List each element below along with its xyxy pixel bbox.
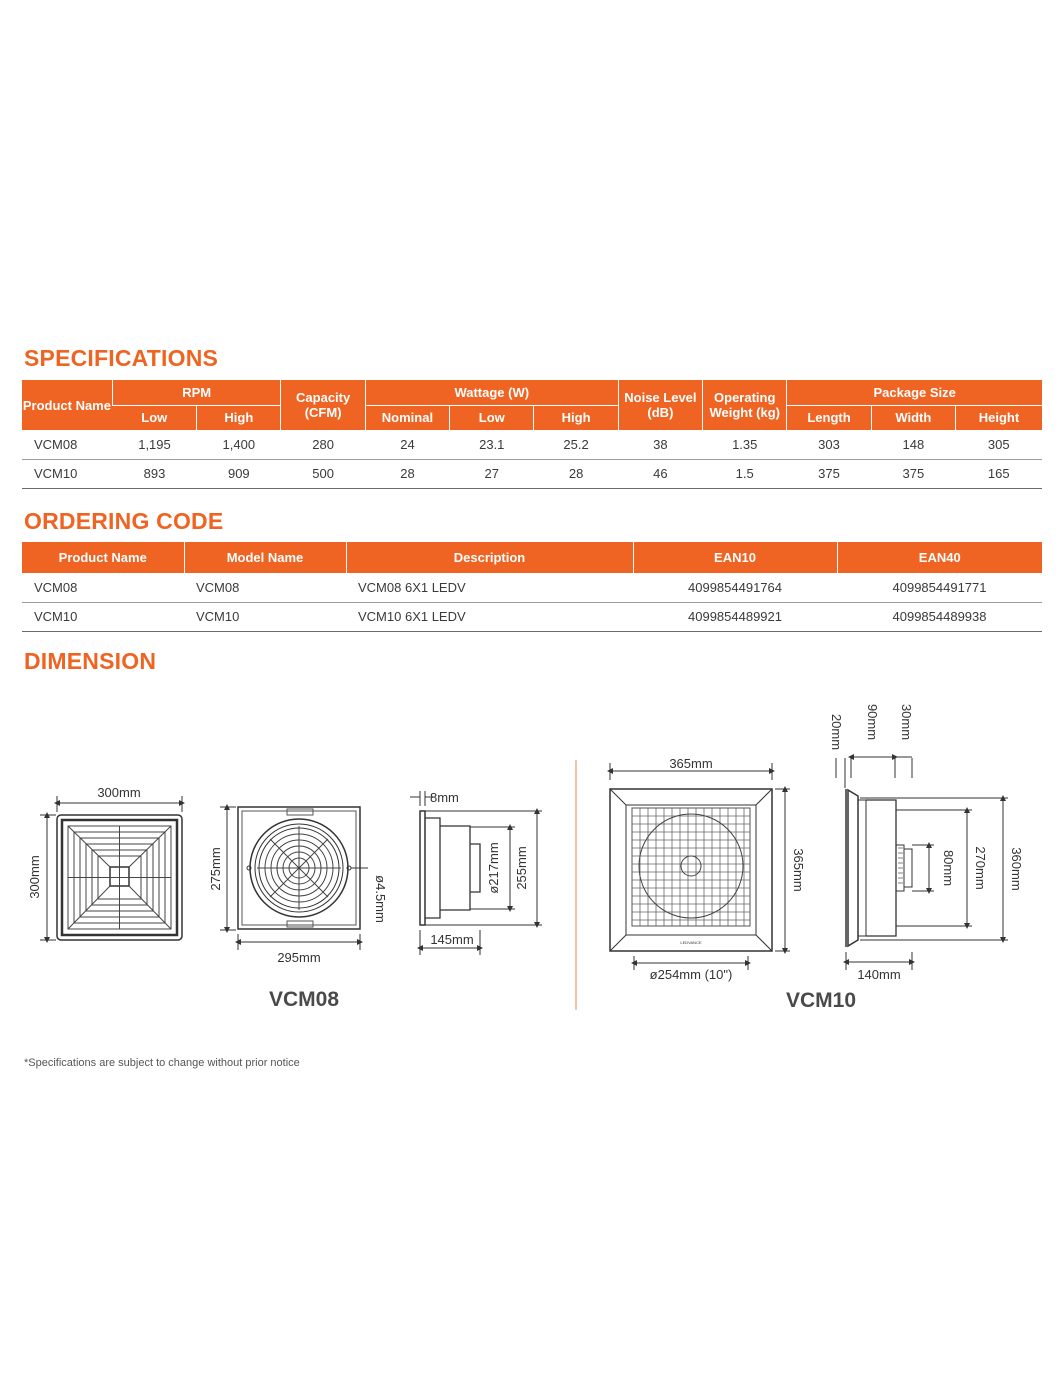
vcm08-side-diameter: ø217mm <box>486 842 501 894</box>
cell-ean10: 4099854491764 <box>633 573 837 602</box>
header-rpm-low: Low <box>112 405 196 430</box>
header-rpm-high: High <box>197 405 281 430</box>
header-pkg-width: Width <box>871 405 955 430</box>
vcm10-front-height: 365mm <box>791 848 806 892</box>
vcm08-back-width: 295mm <box>277 950 321 965</box>
cell-width: 148 <box>871 430 955 459</box>
cell-description: VCM08 6X1 LEDV <box>346 573 633 602</box>
header-product-name: Product Name <box>22 380 112 430</box>
header-watt-high: High <box>534 405 618 430</box>
header-watt-nominal: Nominal <box>365 405 449 430</box>
vcm08-front-width: 300mm <box>97 785 141 800</box>
cell-ean10: 4099854489921 <box>633 602 837 631</box>
header-wattage: Wattage (W) <box>365 380 618 405</box>
cell-watt-nominal: 28 <box>365 459 449 488</box>
dimension-title: DIMENSION <box>24 648 157 674</box>
header-product-name: Product Name <box>22 542 184 573</box>
cell-width: 375 <box>871 459 955 488</box>
cell-noise: 38 <box>618 430 702 459</box>
vcm08-side-depth: 145mm <box>430 932 474 947</box>
cell-watt-low: 23.1 <box>450 430 534 459</box>
vcm10-label: VCM10 <box>785 989 857 1012</box>
vcm08-label: VCM08 <box>268 988 340 1011</box>
cell-noise: 46 <box>618 459 702 488</box>
vcm08-hole: ø4.5mm <box>373 875 388 923</box>
cell-ean40: 4099854489938 <box>837 602 1042 631</box>
vcm10-side-view <box>829 704 1024 982</box>
cell-length: 303 <box>787 430 871 459</box>
vcm10-side-top-30: 30mm <box>899 703 914 741</box>
vcm10-side-top-20: 20mm <box>829 713 844 751</box>
vcm10-side-270: 270mm <box>973 846 988 890</box>
vcm10-side-depth: 140mm <box>857 967 901 982</box>
cell-capacity: 500 <box>281 459 365 488</box>
cell-capacity: 280 <box>281 430 365 459</box>
header-weight: Operating Weight (kg) <box>703 380 787 430</box>
cell-product: VCM08 <box>22 430 112 459</box>
header-package-size: Package Size <box>787 380 1042 405</box>
cell-product: VCM10 <box>22 602 184 631</box>
vcm10-side-360: 360mm <box>1009 847 1024 891</box>
header-model-name: Model Name <box>184 542 346 573</box>
cell-weight: 1.5 <box>703 459 787 488</box>
vcm10-front-width: 365mm <box>669 756 713 771</box>
cell-rpm-high: 909 <box>197 459 281 488</box>
vcm10-front-view <box>610 756 806 982</box>
cell-description: VCM10 6X1 LEDV <box>346 602 633 631</box>
header-pkg-height: Height <box>956 405 1043 430</box>
cell-product: VCM08 <box>22 573 184 602</box>
cell-rpm-low: 893 <box>112 459 196 488</box>
ordering-code-title: ORDERING CODE <box>24 508 224 534</box>
vcm10-side-80: 80mm <box>941 849 956 887</box>
cell-watt-low: 27 <box>450 459 534 488</box>
vcm10-side-top-90: 90mm <box>865 703 880 741</box>
cell-watt-nominal: 24 <box>365 430 449 459</box>
vcm08-side-flange: 8mm <box>430 790 459 805</box>
cell-watt-high: 25.2 <box>534 430 618 459</box>
header-capacity: Capacity (CFM) <box>281 380 365 430</box>
cell-height: 305 <box>956 430 1043 459</box>
header-ean40: EAN40 <box>837 542 1042 573</box>
cell-rpm-high: 1,400 <box>197 430 281 459</box>
cell-product: VCM10 <box>22 459 112 488</box>
cell-model: VCM08 <box>184 573 346 602</box>
header-ean10: EAN10 <box>633 542 837 573</box>
cell-rpm-low: 1,195 <box>112 430 196 459</box>
vcm08-side-view <box>410 790 542 955</box>
cell-model: VCM10 <box>184 602 346 631</box>
vcm10-brand-mark: LEDVANCE <box>680 940 702 945</box>
vcm08-side-height: 255mm <box>514 846 529 890</box>
header-watt-low: Low <box>450 405 534 430</box>
cell-length: 375 <box>787 459 871 488</box>
cell-watt-high: 28 <box>534 459 618 488</box>
cell-weight: 1.35 <box>703 430 787 459</box>
footnote: *Specifications are subject to change without prior notice <box>24 1057 300 1069</box>
header-rpm: RPM <box>112 380 281 405</box>
vcm10-front-diameter: ø254mm (10") <box>649 967 733 982</box>
header-pkg-length: Length <box>787 405 871 430</box>
cell-ean40: 4099854491771 <box>837 573 1042 602</box>
vcm08-back-view <box>208 807 388 965</box>
specifications-title: SPECIFICATIONS <box>24 345 219 371</box>
vcm08-back-height: 275mm <box>208 847 223 891</box>
vcm08-front-view <box>27 785 182 940</box>
cell-height: 165 <box>956 459 1043 488</box>
header-description: Description <box>346 542 633 573</box>
header-noise: Noise Level (dB) <box>618 380 702 430</box>
vcm08-front-height: 300mm <box>27 855 42 899</box>
